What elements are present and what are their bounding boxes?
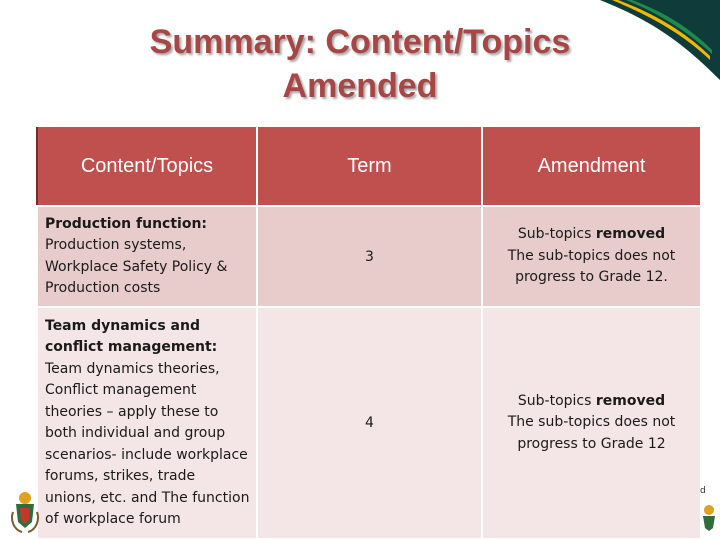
header-amendment: Amendment — [482, 126, 701, 206]
topic-description: Production systems, Workplace Safety Policy & Production costs — [45, 237, 228, 296]
topic-cell — [37, 206, 257, 307]
amendments-table — [36, 125, 702, 540]
logo-fragment-icon — [700, 502, 718, 532]
amendment-note: The sub-topics does not progress to Grade 12 — [507, 414, 676, 452]
page-title — [0, 20, 720, 108]
footer-text: d — [700, 486, 706, 496]
header-term: Term — [257, 126, 482, 206]
topic-description: Team dynamics theories, Conflict management theories – apply these to both individual and group scenarios- include workplace forums, strikes, trade unions, etc. and The function of workplace forum — [45, 360, 250, 527]
term-cell: 3 — [257, 206, 482, 307]
topic-heading: Team dynamics and conflict management: — [45, 317, 218, 355]
amendment-note: The sub-topics does not progress to Grade 12. — [507, 247, 676, 286]
amendment-status: Sub-topics removed — [517, 392, 666, 409]
term-cell: 4 — [257, 307, 482, 539]
topic-heading: Production function: — [45, 215, 208, 232]
coat-of-arms-icon — [10, 488, 40, 534]
title-line-1: Summary: Content/Topics — [149, 23, 571, 61]
amendment-status: Sub-topics removed — [517, 226, 666, 243]
header-content-topics: Content/Topics — [37, 126, 257, 206]
amendment-cell — [482, 206, 701, 307]
table-row — [37, 307, 701, 539]
title-line-2: Amended — [282, 67, 438, 105]
table-header-row — [37, 126, 701, 206]
table-row — [37, 206, 701, 307]
topic-cell — [37, 307, 257, 539]
amendment-cell — [482, 307, 701, 539]
